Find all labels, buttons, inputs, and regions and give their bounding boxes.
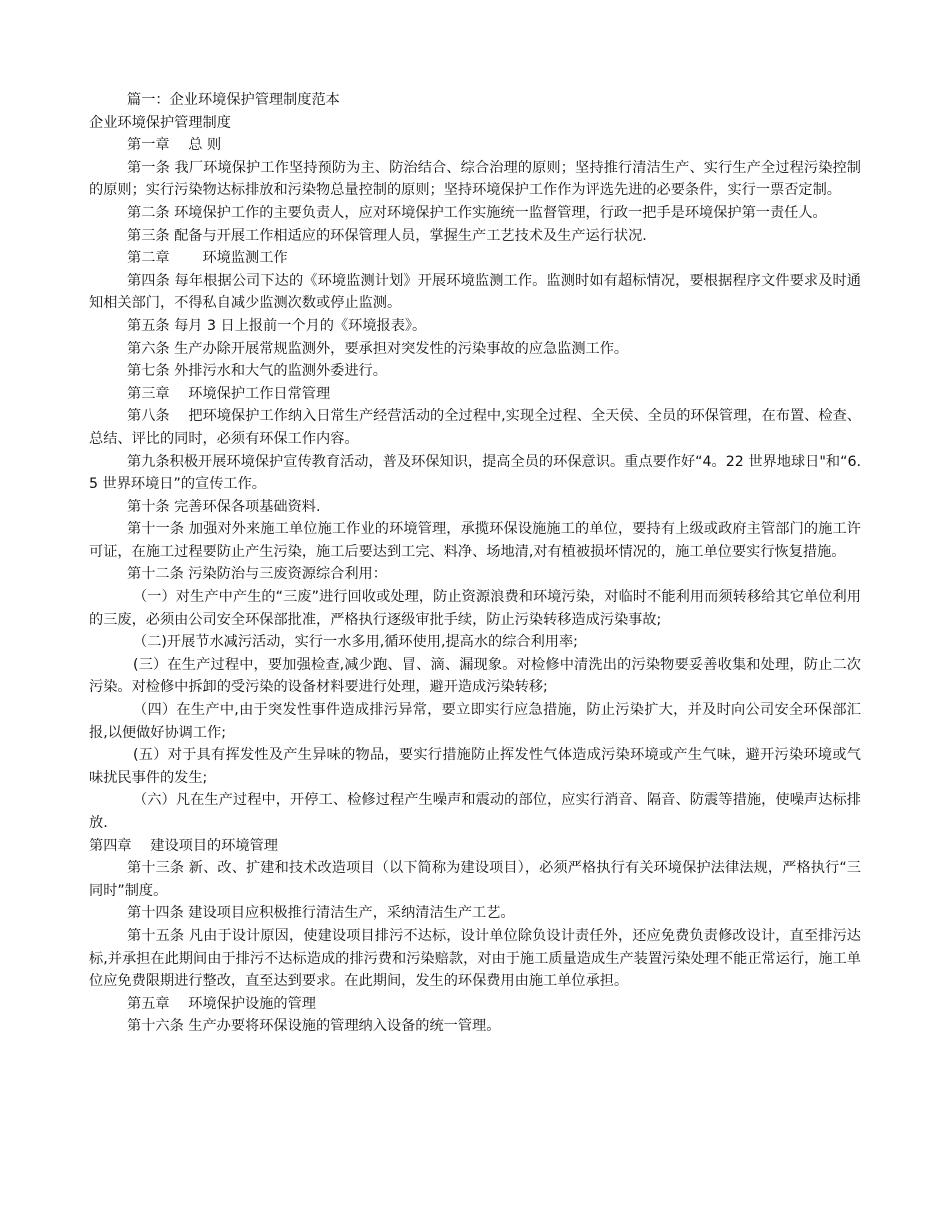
article-16: 第十六条 生产办要将环保设施的管理纳入设备的统一管理。 bbox=[127, 1018, 501, 1035]
article-5: 第五条 每月 3 日上报前一个月的《环境报表》。 bbox=[127, 317, 427, 334]
article-11: 第十一条 加强对外来施工单位施工作业的环境管理，承揽环保设施施工的单位，要持有上级或政府主管部门的施工许可证，在施工过程要防止产生污染，施工后要达到工完、料净、场地清,对有植被损坏情况的，施工单位要实行恢复措施。 bbox=[89, 521, 861, 560]
doc-subtitle: 企业环境保护管理制度 bbox=[89, 114, 231, 131]
article-12-item-3: (三）在生产过程中，要加强检查,减少跑、冒、滴、漏现象。对检修中清洗出的污染物要妥善收集和处理，防止二次污染。对检修中拆卸的受污染的设备材料要进行处理，避开造成污染转移; bbox=[89, 656, 861, 696]
article-10: 第十条 完善环保各项基础资料. bbox=[127, 498, 321, 515]
article-12-item-6: （六）凡在生产过程中，开停工、检修过程产生噪声和震动的部位，应实行消音、隔音、防震等措施，使噪声达标排放. bbox=[89, 792, 861, 831]
article-12-item-4: （四）在生产中,由于突发性事件造成排污异常，要立即实行应急措施，防止污染扩大，并及时向公司安全环保部汇报,以便做好协调工作; bbox=[89, 702, 861, 741]
article-14: 第十四条 建设项目应积极推行清洁生产，采纳清洁生产工艺。 bbox=[127, 905, 515, 922]
chapter-3-heading: 第三章 环境保护工作日常管理 bbox=[127, 385, 331, 402]
article-1: 第一条 我厂环境保护工作坚持预防为主、防治结合、综合治理的原则；坚持推行清洁生产、实行生产全过程污染控制的原则；实行污染物达标排放和污染物总量控制的原则；坚持环境保护工作作为评选先进的必要条件，实行一票否定制。 bbox=[89, 159, 861, 199]
article-12-item-2: （二)开展节水减污活动，实行一水多用,循环使用,提高水的综合利用率; bbox=[133, 634, 578, 651]
article-2: 第二条 环境保护工作的主要负责人，应对环境保护工作实施统一监督管理，行政一把手是环境保护第一责任人。 bbox=[127, 204, 827, 221]
article-12-item-1: （一）对生产中产生的“三废”进行回收或处理，防止资源浪费和环境污染，对临时不能利用而须转移给其它单位利用的三废，必须由公司安全环保部批准，严格执行逐级审批手续，防止污染转移造成污染事故; bbox=[89, 589, 861, 628]
article-15: 第十五条 凡由于设计原因，使建设项目排污不达标，设计单位除负设计责任外，还应免费负责修改设计，直至排污达标,并承担在此期间由于排污不达标造成的排污费和污染赔款，对由于施工质量造成生产装置污染处理不能正常运行，施工单位应免费限期进行整改，直至达到要求。在此期间，发生的环保费用由施工单位承担。 bbox=[89, 927, 861, 990]
chapter-5-heading: 第五章 环境保护设施的管理 bbox=[127, 995, 316, 1012]
document-body bbox=[89, 89, 861, 1038]
article-8: 第八条 把环境保护工作纳入日常生产经营活动的全过程中,实现全过程、全天侯、全员的环保管理，在布置、检查、总结、评比的同时，必须有环保工作内容。 bbox=[89, 408, 861, 447]
article-9: 第九条积极开展环境保护宣传教育活动，普及环保知识，提高全员的环保意识。重点要作好“4。22 世界地球日"和“6.5 世界环境日”的宣传工作。 bbox=[89, 453, 861, 493]
article-12-item-5: (五）对于具有挥发性及产生异味的物品，要实行措施防止挥发性气体造成污染环境或产生气味，避开污染环境或气味扰民事件的发生; bbox=[89, 747, 861, 786]
article-4: 第四条 每年根据公司下达的《环境监测计划》开展环境监测工作。监测时如有超标情况，要根据程序文件要求及时通知相关部门，不得私自减少监测次数或停止监测。 bbox=[89, 272, 861, 312]
article-3: 第三条 配备与开展工作相适应的环保管理人员，掌握生产工艺技术及生产运行状况. bbox=[127, 227, 647, 244]
chapter-2-heading: 第二章 环境监测工作 bbox=[127, 250, 288, 267]
article-13: 第十三条 新、改、扩建和技术改造项目（以下简称为建设项目），必须严格执行有关环境保护法律法规，严格执行“三同时”制度。 bbox=[89, 860, 861, 899]
doc-title: 篇一：企业环境保护管理制度范本 bbox=[127, 92, 340, 108]
chapter-4-heading: 第四章 建设项目的环境管理 bbox=[89, 837, 278, 854]
chapter-1-heading: 第一章 总 则 bbox=[127, 137, 222, 154]
article-7: 第七条 外排污水和大气的监测外委进行。 bbox=[127, 363, 387, 380]
article-6: 第六条 生产办除开展常规监测外，要承担对突发性的污染事故的应急监测工作。 bbox=[127, 340, 629, 357]
article-12: 第十二条 污染防治与三废资源综合利用： bbox=[127, 566, 387, 583]
